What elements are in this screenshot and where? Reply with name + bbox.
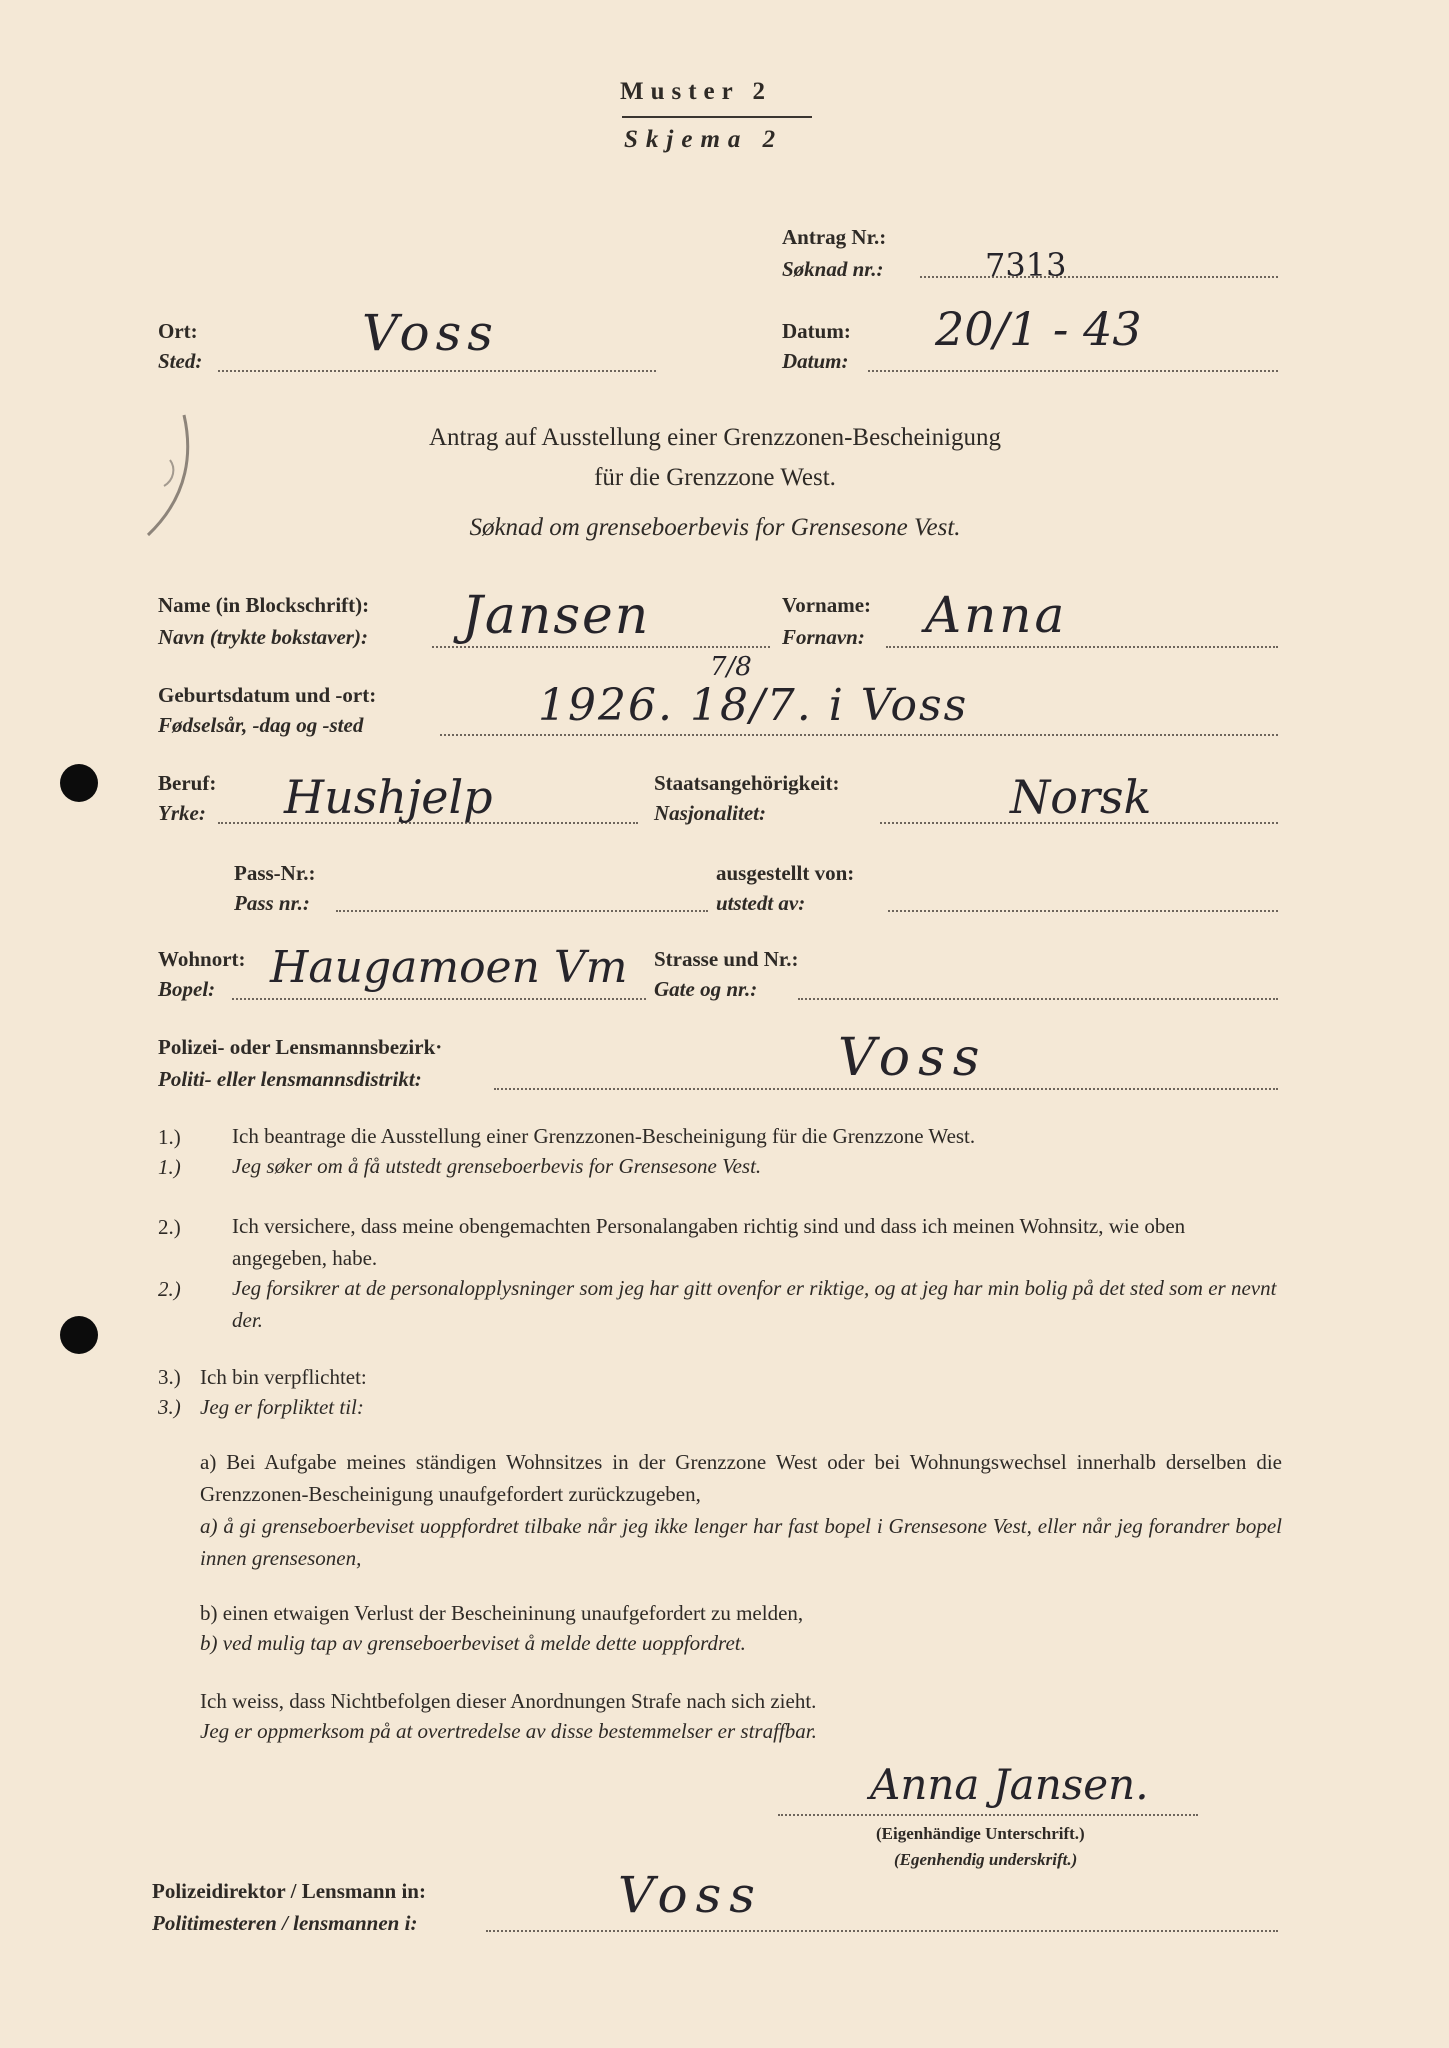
surname-value: Jansen	[462, 586, 651, 646]
date-label-no: Datum:	[782, 349, 849, 373]
residence-line	[232, 998, 646, 1000]
nationality-label-no: Nasjonalitet:	[654, 801, 767, 825]
decl-2-num-no: 2.)	[158, 1277, 181, 1301]
district-label: Polizei- oder Lensmannsbezirk·	[158, 1035, 443, 1059]
residence-label-no: Bopel:	[158, 977, 216, 1001]
decl-3-no: Jeg er forpliktet til:	[200, 1395, 364, 1419]
first-name-label: Vorname:	[782, 593, 872, 617]
decl-2-de: Ich versichere, dass meine obengemachten Personalangaben richtig sind und dass ich meinen Wohnsitz, wie oben angegeben, habe.	[232, 1214, 1186, 1270]
district-value: Voss	[838, 1028, 988, 1088]
passport-line	[336, 910, 708, 912]
penalty-notice-no: Jeg er oppmerksom på at overtredelse av disse bestemmelser er straffbar.	[200, 1719, 817, 1743]
street-line	[798, 998, 1278, 1000]
decl-3-num: 3.)	[158, 1365, 181, 1389]
street-label-no: Gate og nr.:	[654, 977, 758, 1001]
authority-line	[486, 1930, 1278, 1932]
decl-2-num: 2.)	[158, 1215, 181, 1239]
issued-by-line	[888, 910, 1278, 912]
first-name-line	[886, 646, 1278, 648]
obligation-a-de: a) Bei Aufgabe meines ständigen Wohnsitzes in der Grenzzone West oder bei Wohnungswechsel innerhalb derselben die Grenzzonen-Bescheinigung unaufgefordert zurückzugeben,	[200, 1450, 1282, 1506]
occupation-label-no: Yrke:	[158, 801, 206, 825]
obligation-b-de: b) einen etwaigen Verlust der Bescheininung unaufgefordert zu melden,	[200, 1601, 804, 1625]
application-no-line	[920, 276, 1278, 278]
place-label-no: Sted:	[158, 349, 203, 373]
birth-value: 1926. 18/7. i Voss	[538, 680, 969, 731]
punch-hole-top	[60, 764, 98, 802]
application-no-label: Antrag Nr.:	[782, 225, 887, 249]
birth-label-no: Fødselsår, -dag og -sted	[158, 713, 364, 737]
passport-label: Pass-Nr.:	[234, 861, 316, 885]
punch-hole-bottom	[60, 1316, 98, 1354]
authority-label: Polizeidirektor / Lensmann in:	[152, 1879, 426, 1903]
residence-value: Haugamoen Vm	[270, 942, 628, 993]
signature-value: Anna Jansen.	[870, 1760, 1149, 1809]
margin-mark-icon	[140, 410, 200, 540]
signature-label-no: (Egenhendig underskrift.)	[894, 1850, 1078, 1869]
place-label: Ort:	[158, 319, 198, 343]
issued-by-label-no: utstedt av:	[716, 891, 806, 915]
decl-1-num-no: 1.)	[158, 1155, 181, 1179]
authority-label-no: Politimesteren / lensmannen i:	[152, 1911, 418, 1935]
form-title-de-2: für die Grenzzone West.	[594, 464, 836, 491]
application-no-label-no: Søknad nr.:	[782, 257, 884, 281]
decl-1-de: Ich beantrage die Ausstellung einer Grenzzonen-Bescheinigung für die Grenzzone West.	[232, 1124, 976, 1148]
form-title-de-1: Antrag auf Ausstellung einer Grenzzonen-Bescheinigung	[428, 424, 1002, 451]
header-rule	[622, 116, 812, 118]
district-line	[494, 1088, 1278, 1090]
nationality-label: Staatsangehörigkeit:	[654, 771, 840, 795]
obligation-a-no: a) å gi grenseboerbeviset uoppfordret tilbake når jeg ikke lenger har fast bopel i Grensesone Vest, eller når jeg forandrer bopel innen grensesonen,	[200, 1514, 1282, 1570]
form-number: Muster 2	[620, 78, 773, 105]
application-no-value: 7313	[985, 246, 1067, 284]
birth-label: Geburtsdatum und -ort:	[158, 683, 377, 707]
decl-2-no: Jeg forsikrer at de personalopplysninger som jeg har gitt ovenfor er riktige, og at jeg har min bolig på det sted som er nevnt der.	[232, 1276, 1277, 1332]
street-label: Strasse und Nr.:	[654, 947, 799, 971]
date-line	[868, 370, 1278, 372]
nationality-value: Norsk	[1010, 770, 1152, 824]
birth-line	[440, 734, 1278, 736]
passport-label-no: Pass nr.:	[234, 891, 310, 915]
residence-label: Wohnort:	[158, 947, 246, 971]
date-label: Datum:	[782, 319, 851, 343]
place-line	[218, 370, 656, 372]
district-label-no: Politi- eller lensmannsdistrikt:	[158, 1067, 422, 1091]
occupation-value: Hushjelp	[284, 770, 493, 824]
decl-1-num: 1.)	[158, 1125, 181, 1149]
penalty-notice-de: Ich weiss, dass Nichtbefolgen dieser Anordnungen Strafe nach sich zieht.	[200, 1689, 817, 1713]
birth-correction: 7/8	[710, 652, 752, 682]
authority-value: Voss	[618, 1866, 763, 1924]
decl-3-de: Ich bin verpflichtet:	[200, 1365, 367, 1389]
surname-label-no: Navn (trykte bokstaver):	[158, 625, 368, 649]
signature-line	[778, 1814, 1198, 1816]
first-name-value: Anna	[925, 586, 1068, 644]
decl-1-no: Jeg søker om å få utstedt grenseboerbevis for Grensesone Vest.	[232, 1154, 762, 1178]
first-name-label-no: Fornavn:	[782, 625, 865, 649]
occupation-label: Beruf:	[158, 771, 217, 795]
place-value: Voss	[362, 304, 499, 362]
obligation-b-no: b) ved mulig tap av grenseboerbeviset å melde dette uoppfordret.	[200, 1631, 746, 1655]
decl-3-num-no: 3.)	[158, 1395, 181, 1419]
surname-line	[432, 646, 770, 648]
form-number-no: Skjema 2	[624, 126, 784, 153]
date-value: 20/1 - 43	[935, 302, 1142, 356]
issued-by-label: ausgestellt von:	[716, 861, 855, 885]
surname-label: Name (in Blockschrift):	[158, 593, 370, 617]
signature-label: (Eigenhändige Unterschrift.)	[876, 1824, 1085, 1843]
form-title-no: Søknad om grenseboerbevis for Grensesone Vest.	[469, 514, 961, 541]
